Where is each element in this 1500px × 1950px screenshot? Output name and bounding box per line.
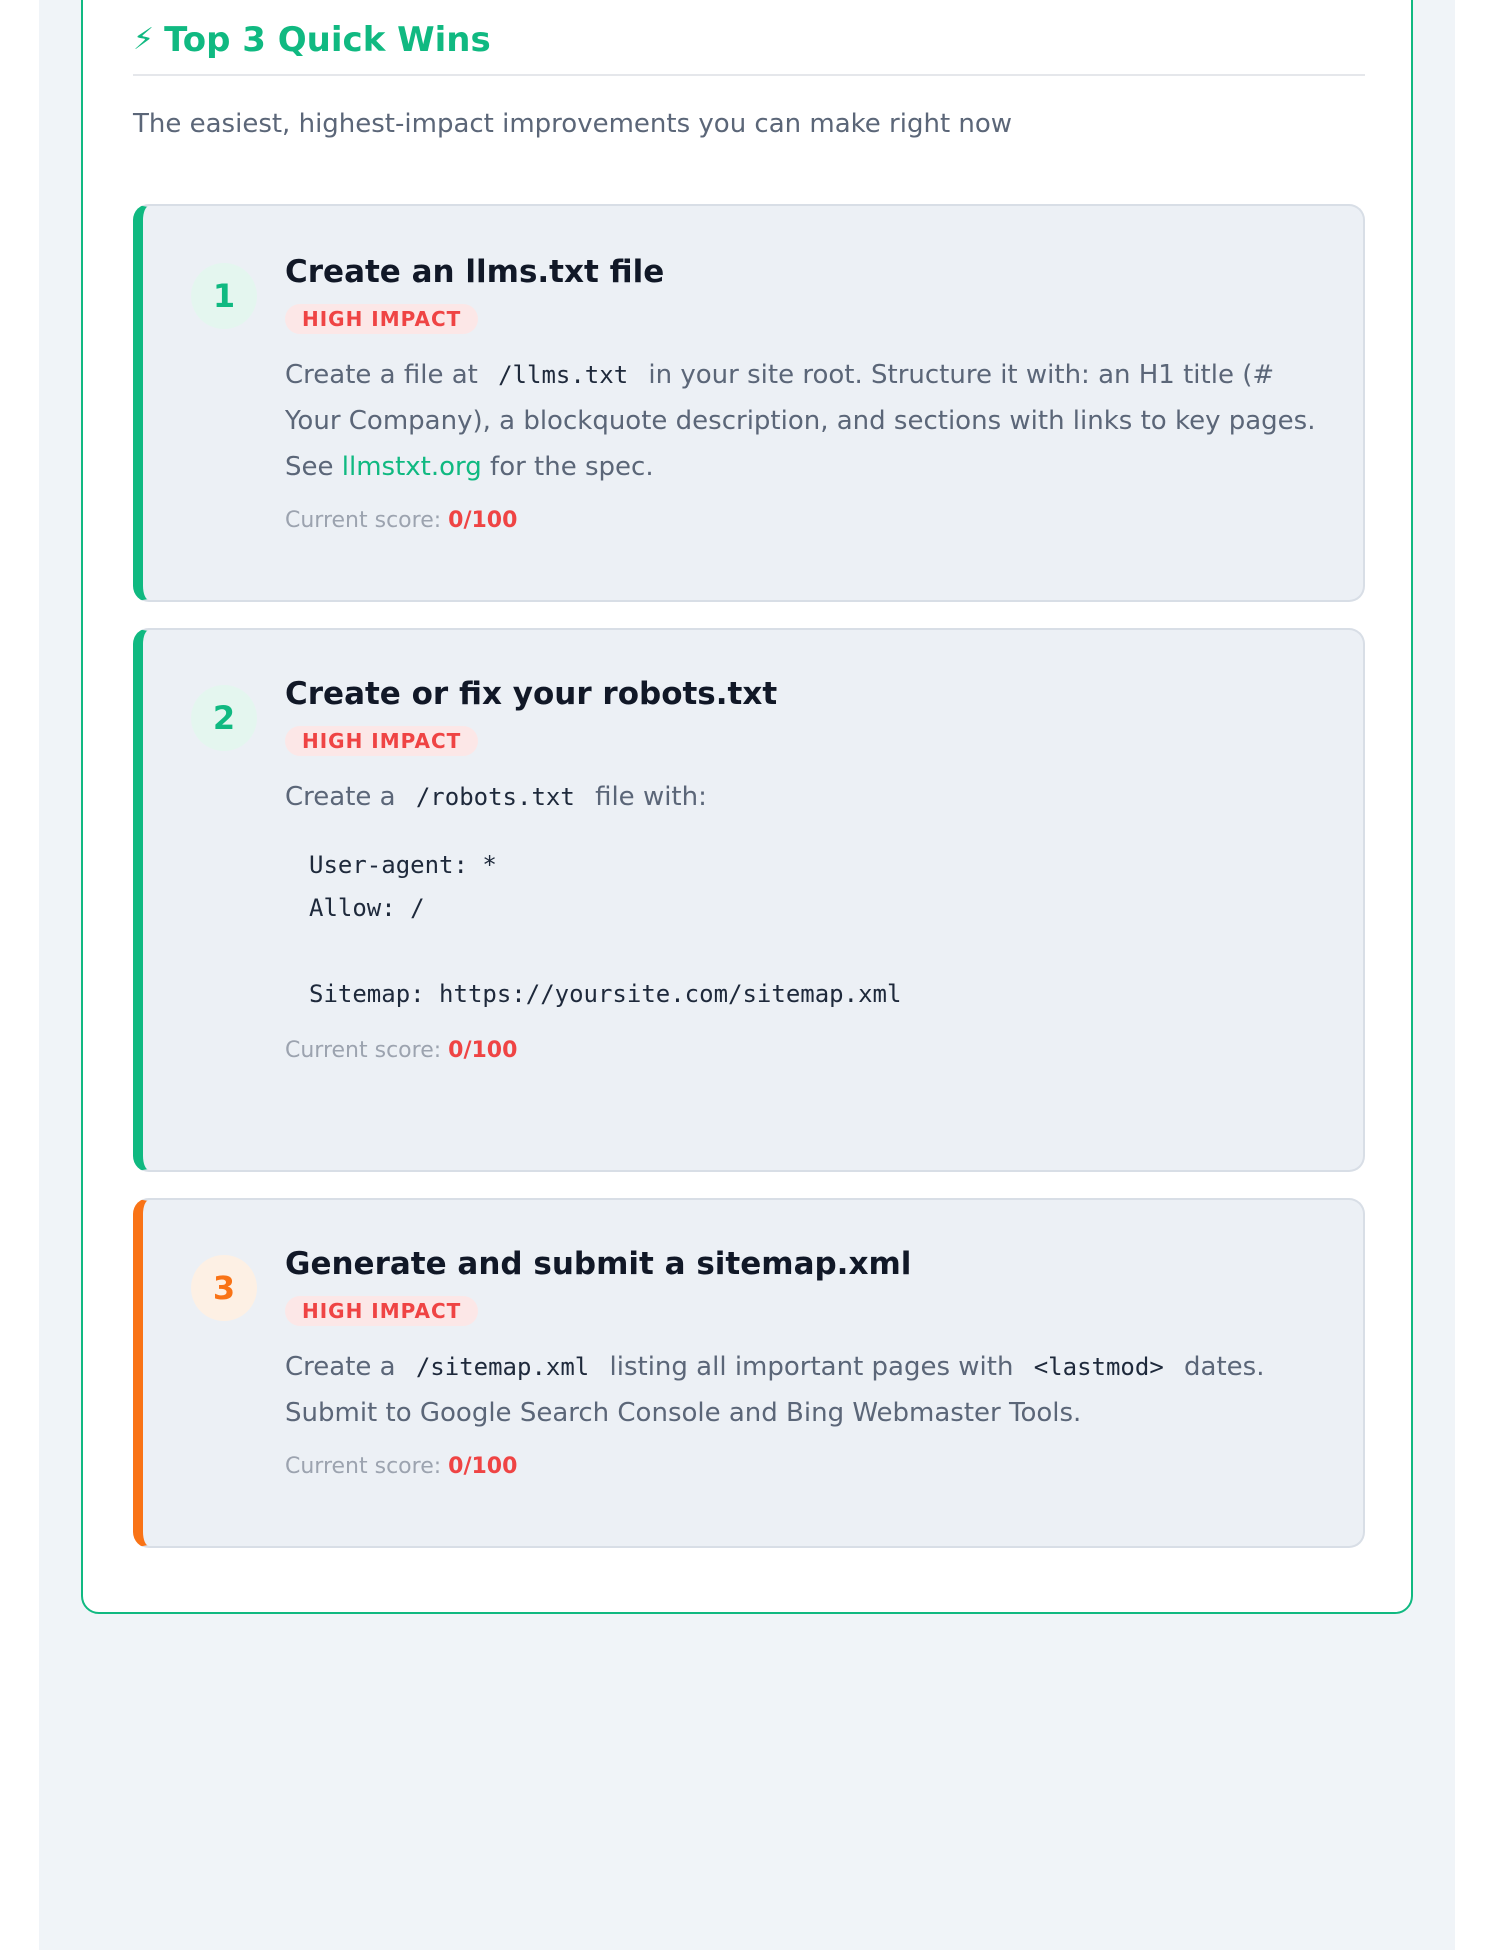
current-score: Current score: 0/100 <box>285 1454 518 1479</box>
current-score: Current score: 0/100 <box>285 508 518 533</box>
quick-win-number-badge: 3 <box>191 1255 257 1321</box>
quick-win-title: Create an llms.txt file <box>285 254 665 290</box>
quick-wins-title: Top 3 Quick Wins <box>164 20 491 60</box>
quick-win-title: Generate and submit a sitemap.xml <box>285 1246 912 1282</box>
score-value: 0/100 <box>448 508 518 533</box>
score-value: 0/100 <box>448 1454 518 1479</box>
quick-win-title: Create or fix your robots.txt <box>285 676 778 712</box>
impact-badge: HIGH IMPACT <box>285 304 478 334</box>
inline-code: /llms.txt <box>498 361 629 389</box>
quick-wins-header <box>133 18 1365 76</box>
robots-code-block: User-agent: * Allow: / Sitemap: https://yoursite.com/sitemap.xml <box>309 851 902 1008</box>
llmstxt-link[interactable]: llmstxt.org <box>341 452 482 482</box>
quick-wins-panel <box>81 0 1413 1614</box>
quick-wins-subtitle: The easiest, highest-impact improvements you can make right now <box>133 109 1013 139</box>
inline-code: <lastmod> <box>1033 1353 1164 1381</box>
quick-win-card-2 <box>133 628 1365 1172</box>
impact-badge: HIGH IMPACT <box>285 726 478 756</box>
score-value: 0/100 <box>448 1038 518 1063</box>
quick-win-description: Create a /sitemap.xml listing all important pages with <lastmod> dates. Submit to Google Search Console and Bing Webmaster Tools. <box>285 1352 1265 1428</box>
impact-badge: HIGH IMPACT <box>285 1296 478 1326</box>
quick-win-description: Create a file at /llms.txt in your site root. Structure it with: an H1 title (# Your Company), a blockquote description, and sections with links to key pages. See llmstxt.org for the spec. <box>285 360 1316 482</box>
quick-win-number-badge: 2 <box>191 685 257 751</box>
inline-code: /robots.txt <box>415 783 575 811</box>
quick-win-card-3 <box>133 1198 1365 1548</box>
current-score: Current score: 0/100 <box>285 1038 518 1063</box>
quick-win-card-1 <box>133 204 1365 602</box>
quick-win-number-badge: 1 <box>191 263 257 329</box>
lightning-bolt-icon: ⚡ <box>133 22 155 57</box>
quick-win-description: Create a /robots.txt file with: <box>285 782 707 812</box>
inline-code: /sitemap.xml <box>415 1353 590 1381</box>
